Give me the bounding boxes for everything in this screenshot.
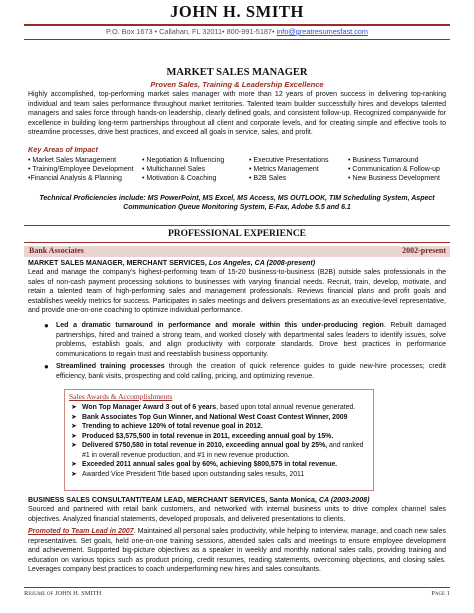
award-item — [69, 460, 369, 470]
arrow-bullet-icon: ➤ — [71, 461, 77, 468]
role2-location: CA (2003-2008) — [318, 496, 370, 504]
award-bold: Trending to achieve 120% of total revenue goal in 2012. — [82, 423, 263, 430]
award-bold: Delivered $750,580 in total revenue in 2010, exceeding annual goal by 25%, — [82, 442, 328, 449]
skill-item: • Business Turnaround — [348, 157, 419, 164]
contact-rule — [24, 39, 450, 40]
bullet-text: . Rebuilt damaged partnerships, hired and trained a strong team, and worked closely with departmental sales leaders to identify issues, solve problems, establish goals, and align productivity with corporate standards. Drove best practices in performance communications to regain trust and reestablish business opportunity. — [56, 322, 446, 358]
technical-line-2: Communication Queue Monitoring System, E-Fax, Adobe 5.5 and 6.1 — [123, 204, 351, 212]
technical-proficiencies — [28, 194, 446, 213]
skill-item: •Financial Analysis & Planning — [28, 175, 122, 183]
bullet-bold: Led a dramatic turnaround in performance and morale within this under-producing region — [56, 322, 384, 329]
email-link[interactable]: info@greatresumesfast.com — [276, 27, 368, 36]
list-item — [28, 321, 446, 359]
contact-text: P.O. Box 1673 • Callahan, FL 32011• 800-991-5187• — [106, 27, 277, 36]
award-text: , based upon total annual revenue generated. — [216, 404, 356, 411]
award-bold: Exceeded 2011 annual sales goal by 60%, achieving $800,575 in total revenue. — [82, 461, 338, 468]
role1-description: Lead and manage the company’s highest-performing team of 15-20 business-to-business (B2B) outside sales professionals in the sales of non-cash payment processing solutions to businesses with varying financial needs. Recruit, train, develop, motivate, and retain a talented team of high-performing sales and management professionals. Reviews financial plans and profit goals and establishes weekly metrics for success. Participates in sales meetings and delivers presentations as an executive-level representative, and provide one-on-one coaching to optimize individual performance. — [28, 269, 446, 315]
footer-prefix: Resume of — [24, 590, 55, 597]
role2-description: Sourced and partnered with retail bank customers, and networked with internal business units to drive complex channel sales objectives. Analyzed financial statements, developed proposals, and delivered presentations to clients. — [28, 506, 446, 523]
role1-location: Los Angeles, CA (2008-present) — [208, 259, 316, 267]
section-rule-top — [24, 225, 450, 226]
role2-heading — [28, 496, 446, 504]
arrow-bullet-icon: ➤ — [71, 404, 77, 411]
award-item — [69, 413, 369, 423]
footer-name: JOHN H. SMITH — [54, 590, 102, 597]
skill-item: • B2B Sales — [249, 175, 287, 183]
bullet-text: through the creation of quick reference guides to guide new-hire processes; credit efficiency, bank visits, prospecting and cold calling, pricing, and optimizing revenue. — [56, 363, 446, 380]
footer — [24, 590, 450, 597]
candidate-name: JOHN H. SMITH — [170, 2, 304, 21]
award-item — [69, 422, 369, 432]
company-bar — [24, 246, 450, 257]
key-areas-heading: Key Areas of Impact — [28, 145, 98, 154]
award-item — [69, 403, 369, 413]
summary-subtitle: Proven Sales, Training & Leadership Excellence — [150, 80, 324, 89]
award-bold: Produced $3,575,500 in total revenue in 2011, exceeding annual goal by 15%. — [82, 432, 334, 440]
award-item — [69, 441, 369, 460]
role1-title: MARKET SALES MANAGER, MERCHANT SERVICES, — [28, 259, 209, 267]
bullet-icon: ● — [44, 321, 49, 330]
awards-box — [64, 389, 374, 491]
skill-item: • Market Sales Management — [28, 157, 117, 164]
skill-item: • Negotiation & Influencing — [142, 157, 225, 164]
company-dates: 2002-present — [402, 246, 446, 255]
key-areas-grid — [28, 156, 448, 184]
promotion-label: Promoted to Team Lead in 2007 — [28, 528, 134, 535]
role2-title: BUSINESS SALES CONSULTANT/TEAM LEAD, MERCHANT SERVICES, Santa Monica, — [28, 496, 319, 504]
award-bold: Won Top Manager Award 3 out of 6 years — [82, 404, 217, 411]
list-item — [28, 362, 446, 381]
promotion-text: . Maintained all personal sales productivity, while helping to interview, manage, and coach new sales representatives. Set goals, held one-on-one training sessions, attended sales calls and meetings to ensure employee development and achievement. Supported big-picture objectives as a speaker in weekly and monthly national sales calls, providing training and education on various topics such as product pricing, credit resumes, reading statements, overcoming objections, and closing sales. Leverages company best practices to coach underperforming new hires and sales consultants. — [28, 528, 446, 574]
page-number: Page 1 — [431, 590, 450, 597]
skill-item: • New Business Development — [348, 175, 440, 183]
award-text: and ranked #1 in overall revenue production, and #1 in new revenue production. — [82, 442, 364, 459]
bullet-icon: ● — [44, 362, 49, 372]
arrow-bullet-icon: ➤ — [71, 413, 77, 421]
award-item — [69, 432, 369, 442]
experience-section-title: PROFESSIONAL EXPERIENCE — [167, 229, 307, 239]
summary-paragraph: Highly accomplished, top-performing market sales manager with more than 12 years of proven success in delivering top-ranking individual and team sales performance throughout market territories. Talented team builder successfully hires and develops talented managers and sales force through hands-on leadership, clearly defined goals, and consistent follow-up. Recognized companywide for excellence in building long-term partnerships throughout all client and corporate levels, and for creating simple and effective tools to streamline processes, drive best practices, and exceed all goals in service, sales, and profit. — [28, 91, 446, 137]
technical-line-1: Technical Proficiencies include: MS PowerPoint, MS Excel, MS Access, MS OUTLOOK, TIM Scheduling System, Aspect — [39, 195, 435, 202]
award-text: Awarded Vice President Title based upon outstanding sales results, 2011 — [82, 470, 305, 478]
company-name: Bank Associates — [29, 246, 84, 255]
arrow-bullet-icon: ➤ — [71, 470, 77, 478]
role1-heading — [28, 259, 446, 267]
arrow-bullet-icon: ➤ — [71, 432, 77, 440]
skill-item: • Communication & Follow-up — [348, 166, 440, 174]
footer-rule — [24, 587, 450, 588]
awards-list — [69, 403, 369, 479]
award-bold: Bank Associates Top Gun Winner, and National West Coast Contest Winner, 2009 — [82, 413, 348, 421]
arrow-bullet-icon: ➤ — [71, 423, 77, 430]
awards-heading: Sales Awards & Accomplishments — [69, 392, 173, 401]
contact-line — [0, 27, 474, 36]
role1-bullets — [28, 321, 446, 385]
role2-promotion — [28, 527, 446, 575]
bullet-bold: Streamlined training processes — [56, 363, 165, 371]
skill-item: • Multichannel Sales — [142, 166, 206, 174]
section-rule-bottom — [24, 242, 450, 243]
header-rule — [24, 24, 450, 26]
skill-item: • Motivation & Coaching — [142, 175, 217, 183]
arrow-bullet-icon: ➤ — [71, 442, 77, 449]
skill-item: • Training/Employee Development — [28, 166, 134, 174]
award-item — [69, 470, 369, 480]
skill-item: • Metrics Management — [249, 166, 319, 174]
skill-item: • Executive Presentations — [249, 157, 329, 164]
summary-title: MARKET SALES MANAGER — [166, 67, 308, 78]
